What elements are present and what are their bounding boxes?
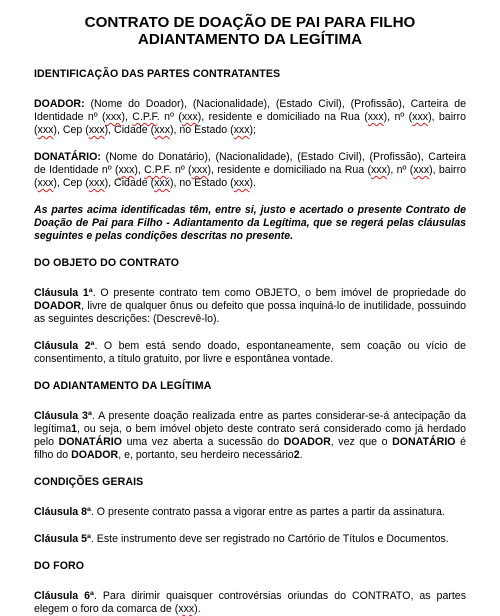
text: ), Cep ( <box>53 124 89 136</box>
placeholder: xxx <box>88 124 105 136</box>
text: é filho do <box>34 436 466 461</box>
section-heading-foro: DO FORO <box>34 560 85 572</box>
clause-label: Cláusula 1ª <box>34 287 93 299</box>
clause-2 <box>34 340 466 366</box>
doador-ref: DOADOR <box>71 449 119 461</box>
placeholder: xxx <box>178 603 195 615</box>
clause-1 <box>34 287 466 326</box>
clause-label: Cláusula 2ª <box>34 340 95 352</box>
cpf-label: C.P.F <box>144 164 169 176</box>
donatario-label: DONATÁRIO: <box>34 151 101 163</box>
text: . nº ( <box>168 164 192 176</box>
text: (Nome do Donatário), (Nacionalidade), (Estado Civil), (Profissão), Carteira de Identidade nº ( <box>34 151 466 176</box>
section-heading-identificacao: IDENTIFICAÇÃO DAS PARTES CONTRATANTES <box>34 68 281 80</box>
doador-ref: DOADOR <box>34 300 82 312</box>
placeholder: xxx <box>233 124 250 136</box>
clause-label: Cláusula 8ª <box>34 506 91 518</box>
text: ), residente e domiciliado na Rua ( <box>197 111 368 123</box>
donatario-ref: DONATÁRIO <box>58 436 122 448</box>
section-heading-condicoes: CONDIÇÕES GERAIS <box>34 476 144 488</box>
document-title-line1: CONTRATO DE DOAÇÃO DE PAI PARA FILHO <box>84 14 416 31</box>
cpf-label: C.P.F <box>132 111 157 123</box>
text: . O presente contrato passa a vigorar entre as partes a partir da assinatura. <box>90 506 445 518</box>
text: , vez que o <box>330 436 393 448</box>
placeholder: xxx <box>367 111 384 123</box>
clause-8 <box>34 506 466 519</box>
text: , ou seja, o bem imóvel objeto deste contrato será considerado como já herdado pelo <box>34 423 466 448</box>
placeholder: xxx <box>37 177 54 189</box>
text: , livre de qualquer ônus ou defeito que possa inquiná-lo de inutilidade, possuindo as seguintes descrições: (Descrevê-lo). <box>34 300 466 325</box>
placeholder: xxx <box>181 111 198 123</box>
text: ), nº ( <box>386 164 414 176</box>
paragraph-intro: As partes acima identificadas têm, entre si, justo e acertado o presente Contrato de Doação de Pai para Filho - Adiantamento da Legítima, que se regerá pelas cláusulas seguintes e pelas condições descritas no presente. <box>34 204 466 242</box>
clause-label: Cláusula 5ª <box>34 533 91 545</box>
placeholder: xxx <box>37 124 54 136</box>
placeholder: xxx <box>370 164 387 176</box>
text: . nº ( <box>156 111 182 123</box>
clause-label: Cláusula 3ª <box>34 410 92 422</box>
placeholder: xxx <box>105 111 122 123</box>
text: (Nome do Doador), (Nacionalidade), (Estado Civil), (Profissão), Carteira de Identidade nº ( <box>34 98 466 123</box>
text: ), Cidade ( <box>104 177 155 189</box>
paragraph-donatario <box>34 151 466 190</box>
text: ). <box>194 603 201 615</box>
doador-label: DOADOR: <box>34 98 85 110</box>
text: ), <box>134 164 145 176</box>
text: . Este instrumento deve ser registrado no Cartório de Títulos e Documentos. <box>90 533 449 545</box>
placeholder: xxx <box>154 124 170 136</box>
text: ); <box>249 124 256 136</box>
text: , e, portanto, seu herdeiro necessário <box>118 449 294 461</box>
placeholder: xxx <box>412 111 429 123</box>
footnote-ref: 1 <box>71 423 77 435</box>
clause-6 <box>34 590 466 616</box>
document-title-line2: ADIANTAMENTO DA LEGÍTIMA <box>137 31 363 48</box>
text: . O presente contrato tem como OBJETO, o bem imóvel de propriedade do <box>92 287 466 299</box>
text: uma vez aberta a sucessão do <box>122 436 284 448</box>
footnote-ref: 2 <box>293 449 300 461</box>
text: ), Cidade ( <box>104 124 155 136</box>
text: . Para dirimir quaisquer controvérsias oriundas do CONTRATO, as partes elegem o foro da comarca de ( <box>34 590 466 615</box>
placeholder: xxx <box>191 164 208 176</box>
placeholder: xxx <box>233 177 250 189</box>
text: . A presente doação realizada entre as partes considerar-se-á antecipação da legítima <box>34 410 466 435</box>
clause-label: Cláusula 6ª <box>34 590 94 602</box>
text: ), bairro ( <box>34 111 467 136</box>
paragraph-doador <box>34 98 466 137</box>
text: ), no Estado ( <box>170 124 234 136</box>
placeholder: xxx <box>413 164 430 176</box>
text: ), bairro ( <box>34 164 467 189</box>
section-heading-objeto: DO OBJETO DO CONTRATO <box>34 257 180 269</box>
clause-5 <box>34 533 466 546</box>
placeholder: xxx <box>154 177 170 189</box>
text: ). <box>249 177 256 189</box>
text: . <box>299 449 303 461</box>
placeholder: xxx <box>118 164 135 176</box>
clause-3 <box>34 410 466 462</box>
donatario-ref: DONATÁRIO <box>392 436 456 448</box>
placeholder: xxx <box>88 177 105 189</box>
text: ), residente e domiciliado na Rua ( <box>207 164 371 176</box>
doador-ref: DOADOR <box>283 436 331 448</box>
section-heading-adiantamento: DO ADIANTAMENTO DA LEGÍTIMA <box>34 380 212 392</box>
text: . O bem está sendo doado, espontaneamente, sem coação ou vício de consentimento, a título gratuito, por livre e espontânea vontade. <box>34 340 466 365</box>
text: ), Cep ( <box>53 177 89 189</box>
text: ), <box>121 111 133 123</box>
text: ), no Estado ( <box>170 177 234 189</box>
text: ), nº ( <box>383 111 413 123</box>
